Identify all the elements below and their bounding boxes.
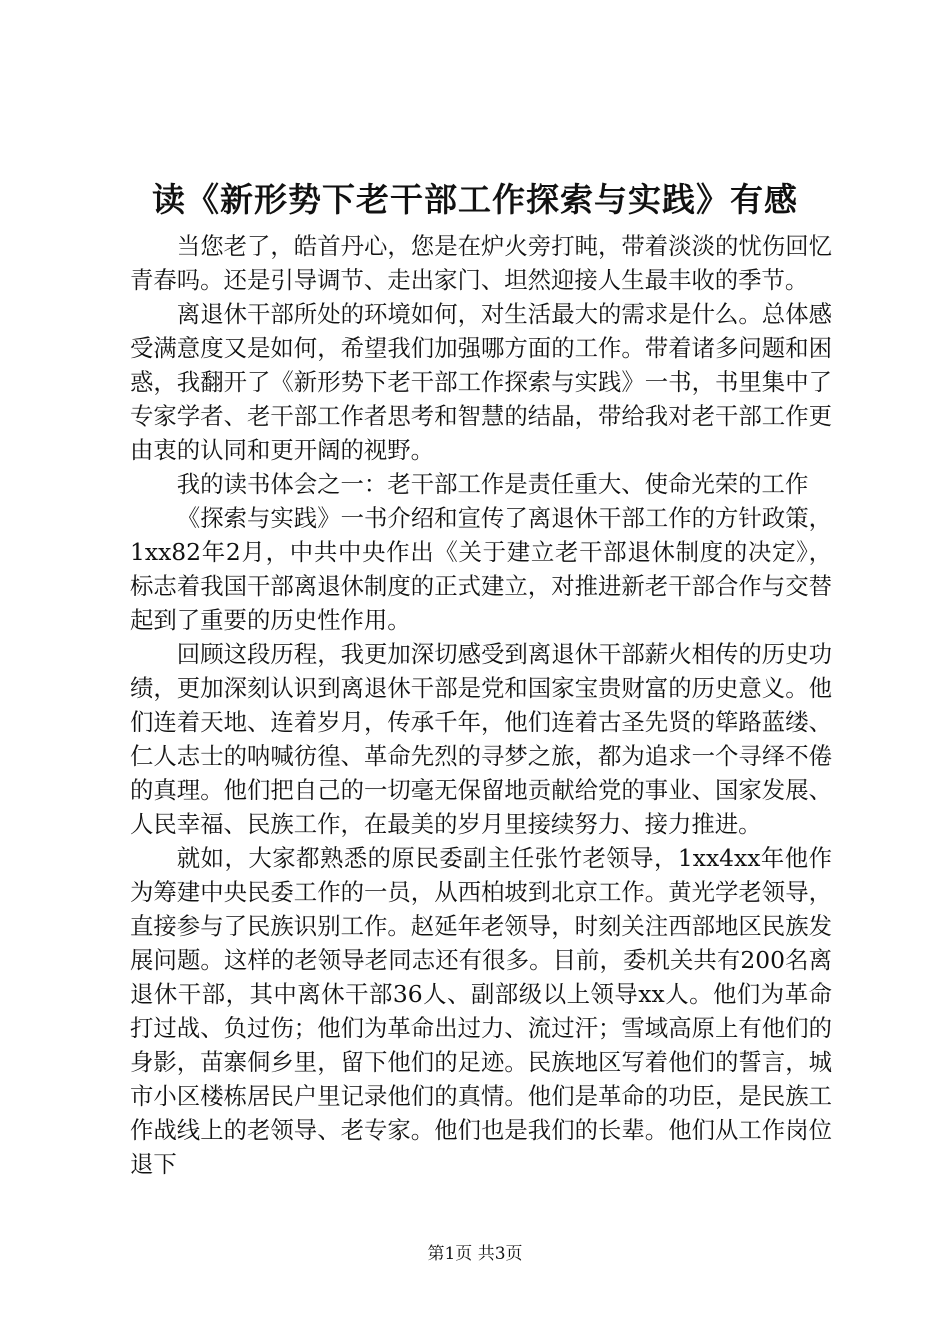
section-heading: 我的读书体会之一：老干部工作是责任重大、使命光荣的工作 — [176, 470, 809, 498]
paragraph: 回顾这段历程，我更加深切感受到离退休干部薪火相传的历史功绩，更加深刻认识到离退休干部是党和国家宝贵财富的历史意义。他们连着天地、连着岁月，传承千年，他们连着古圣先贤的筚路蓝缕、仁人志士的呐喊彷徨、革命先烈的寻梦之旅，都为追求一个寻绎不倦的真理。他们把自己的一切毫无保留地贡献给党的事业、国家发展、人民幸福、民族工作，在最美的岁月里接续努力、接力推进。 — [130, 640, 832, 838]
paragraph: 就如，大家都熟悉的原民委副主任张竹老领导，1xx4xx年他作为筹建中央民委工作的一员，从西柏坡到北京工作。黄光学老领导，直接参与了民族识别工作。赵延年老领导，时刻关注西部地区民族发展问题。这样的老领导老同志还有很多。目前，委机关共有200名离退休干部，其中离休干部36人、副部级以上领导xx人。他们为革命打过战、负过伤；他们为革命出过力、流过汗；雪域高原上有他们的身影，苗寨侗乡里，留下他们的足迹。民族地区写着他们的誓言，城市小区楼栋居民户里记录他们的真情。他们是革命的功臣，是民族工作战线上的老领导、老专家。他们也是我们的长辈。他们从工作岗位退下 — [130, 844, 832, 1178]
page-number-footer: 第1页 共3页 — [427, 1244, 523, 1264]
document-body — [130, 229, 832, 1181]
document-title: 读《新形势下老干部工作探索与实践》有感 — [152, 180, 798, 219]
paragraph: 当您老了，皓首丹心，您是在炉火旁打盹，带着淡淡的忧伤回忆青春吗。还是引导调节、走出家门、坦然迎接人生最丰收的季节。 — [130, 232, 832, 294]
paragraph: 离退休干部所处的环境如何，对生活最大的需求是什么。总体感受满意度又是如何，希望我们加强哪方面的工作。带着诸多问题和困惑，我翻开了《新形势下老干部工作探索与实践》一书，书里集中了专家学者、老干部工作者思考和智慧的结晶，带给我对老干部工作更由衷的认同和更开阔的视野。 — [130, 300, 832, 464]
paragraph: 《探索与实践》一书介绍和宣传了离退休干部工作的方针政策，1xx82年2月，中共中央作出《关于建立老干部退休制度的决定》，标志着我国干部离退休制度的正式建立，对推进新老干部合作与交替起到了重要的历史性作用。 — [130, 504, 832, 634]
